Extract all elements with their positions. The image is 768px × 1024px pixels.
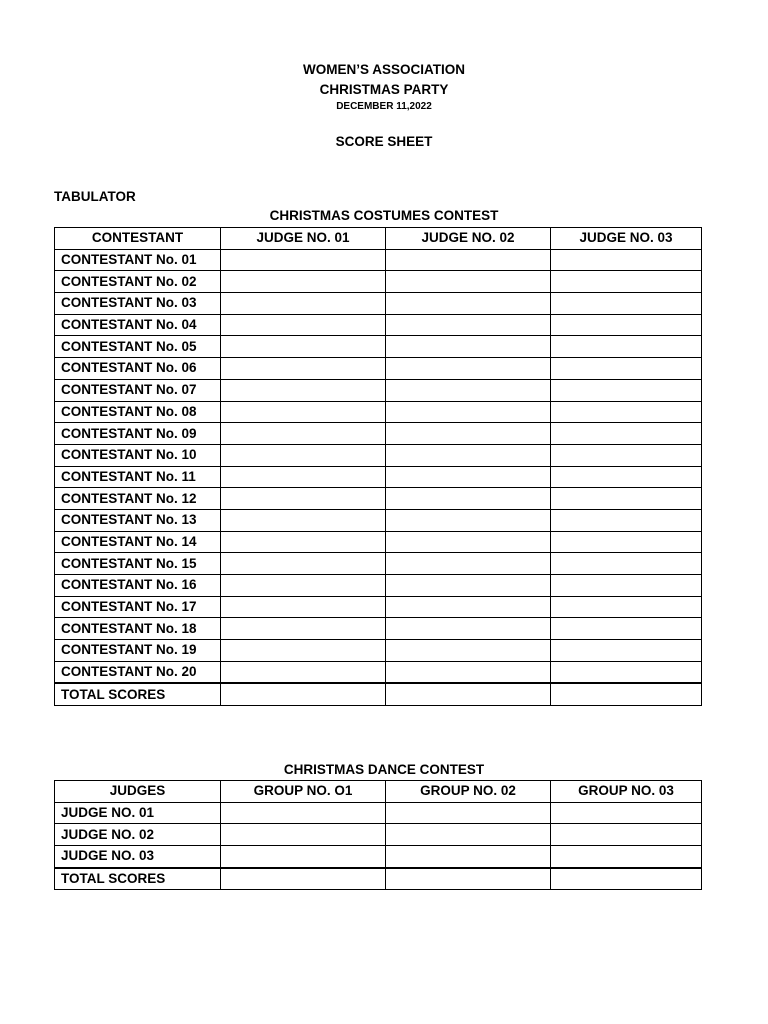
total-scores-label: TOTAL SCORES — [55, 683, 221, 705]
score-cell[interactable] — [551, 271, 702, 293]
score-cell[interactable] — [386, 423, 551, 445]
row-label: CONTESTANT No. 14 — [55, 531, 221, 553]
score-cell[interactable] — [386, 314, 551, 336]
score-cell[interactable] — [386, 444, 551, 466]
total-scores-label: TOTAL SCORES — [55, 868, 221, 890]
row-label: CONTESTANT No. 13 — [55, 509, 221, 531]
score-cell[interactable] — [551, 618, 702, 640]
score-cell[interactable] — [551, 596, 702, 618]
row-label: CONTESTANT No. 01 — [55, 249, 221, 271]
row-label: CONTESTANT No. 02 — [55, 271, 221, 293]
score-cell[interactable] — [386, 379, 551, 401]
score-cell[interactable] — [386, 553, 551, 575]
costume-contest-table — [54, 227, 702, 706]
sheet-title: SCORE SHEET — [335, 134, 433, 149]
score-cell[interactable] — [551, 824, 702, 846]
column-header: JUDGE NO. 02 — [386, 228, 551, 250]
score-cell[interactable] — [221, 596, 386, 618]
score-cell[interactable] — [551, 336, 702, 358]
event-date: DECEMBER 11,2022 — [336, 101, 432, 112]
contestant-row — [55, 293, 702, 315]
score-cell[interactable] — [221, 293, 386, 315]
column-header: JUDGE NO. 03 — [551, 228, 702, 250]
score-cell[interactable] — [551, 314, 702, 336]
contestant-row — [55, 488, 702, 510]
score-cell[interactable] — [221, 249, 386, 271]
total-scores-row — [55, 683, 702, 705]
score-cell[interactable] — [386, 640, 551, 662]
row-label: CONTESTANT No. 04 — [55, 314, 221, 336]
column-header: JUDGE NO. 01 — [221, 228, 386, 250]
row-label: CONTESTANT No. 16 — [55, 575, 221, 597]
contestant-row — [55, 314, 702, 336]
contestant-row — [55, 379, 702, 401]
score-cell[interactable] — [386, 618, 551, 640]
contestant-row — [55, 531, 702, 553]
costume-header-row — [55, 228, 702, 250]
score-cell[interactable] — [221, 401, 386, 423]
score-cell[interactable] — [221, 379, 386, 401]
total-score-cell[interactable] — [221, 683, 386, 705]
row-label: CONTESTANT No. 11 — [55, 466, 221, 488]
column-header: GROUP NO. 03 — [551, 781, 702, 803]
costume-contest-title: CHRISTMAS COSTUMES CONTEST — [269, 208, 499, 223]
contestant-row — [55, 553, 702, 575]
tabulator-label: TABULATOR — [54, 189, 136, 204]
total-score-cell[interactable] — [386, 868, 551, 890]
dance-contest-title: CHRISTMAS DANCE CONTEST — [283, 762, 485, 777]
score-cell[interactable] — [551, 401, 702, 423]
score-cell[interactable] — [221, 802, 386, 824]
contestant-row — [55, 444, 702, 466]
contestant-row — [55, 618, 702, 640]
score-cell[interactable] — [221, 824, 386, 846]
score-cell[interactable] — [386, 293, 551, 315]
score-cell[interactable] — [386, 466, 551, 488]
score-cell[interactable] — [551, 423, 702, 445]
row-label: CONTESTANT No. 07 — [55, 379, 221, 401]
score-cell[interactable] — [221, 640, 386, 662]
total-score-cell[interactable] — [551, 683, 702, 705]
score-cell[interactable] — [551, 379, 702, 401]
event-title: CHRISTMAS PARTY — [319, 82, 449, 97]
column-header: GROUP NO. O1 — [221, 781, 386, 803]
score-cell[interactable] — [221, 846, 386, 868]
row-label: CONTESTANT No. 20 — [55, 661, 221, 683]
score-cell[interactable] — [221, 336, 386, 358]
score-cell[interactable] — [386, 575, 551, 597]
contestant-row — [55, 271, 702, 293]
score-cell[interactable] — [551, 802, 702, 824]
row-label: JUDGE NO. 01 — [55, 802, 221, 824]
total-score-cell[interactable] — [221, 868, 386, 890]
score-cell[interactable] — [551, 661, 702, 683]
score-cell[interactable] — [551, 553, 702, 575]
score-cell[interactable] — [386, 531, 551, 553]
score-cell[interactable] — [551, 509, 702, 531]
column-header: JUDGES — [55, 781, 221, 803]
contestant-row — [55, 596, 702, 618]
score-cell[interactable] — [221, 661, 386, 683]
organization-title: WOMEN’S ASSOCIATION — [303, 62, 465, 77]
score-cell[interactable] — [386, 401, 551, 423]
score-cell[interactable] — [221, 488, 386, 510]
score-cell[interactable] — [221, 553, 386, 575]
score-cell[interactable] — [551, 444, 702, 466]
contestant-row — [55, 661, 702, 683]
total-score-cell[interactable] — [551, 868, 702, 890]
score-cell[interactable] — [386, 846, 551, 868]
row-label: CONTESTANT No. 15 — [55, 553, 221, 575]
score-cell[interactable] — [386, 509, 551, 531]
score-cell[interactable] — [386, 661, 551, 683]
score-cell[interactable] — [551, 249, 702, 271]
contestant-row — [55, 336, 702, 358]
score-cell[interactable] — [551, 846, 702, 868]
score-cell[interactable] — [221, 531, 386, 553]
score-cell[interactable] — [221, 444, 386, 466]
contestant-row — [55, 249, 702, 271]
score-cell[interactable] — [386, 596, 551, 618]
score-cell[interactable] — [221, 358, 386, 380]
row-label: CONTESTANT No. 10 — [55, 444, 221, 466]
score-cell[interactable] — [386, 271, 551, 293]
dance-contest-table — [54, 780, 702, 890]
row-label: CONTESTANT No. 08 — [55, 401, 221, 423]
column-header: GROUP NO. 02 — [386, 781, 551, 803]
score-cell[interactable] — [386, 824, 551, 846]
score-cell[interactable] — [551, 575, 702, 597]
row-label: CONTESTANT No. 06 — [55, 358, 221, 380]
judge-row — [55, 802, 702, 824]
row-label: JUDGE NO. 02 — [55, 824, 221, 846]
row-label: CONTESTANT No. 18 — [55, 618, 221, 640]
contestant-row — [55, 358, 702, 380]
judge-row — [55, 846, 702, 868]
score-cell[interactable] — [221, 618, 386, 640]
score-cell[interactable] — [551, 466, 702, 488]
score-cell[interactable] — [221, 423, 386, 445]
score-cell[interactable] — [386, 802, 551, 824]
row-label: CONTESTANT No. 12 — [55, 488, 221, 510]
contestant-row — [55, 466, 702, 488]
contestant-row — [55, 575, 702, 597]
score-cell[interactable] — [386, 336, 551, 358]
score-cell[interactable] — [386, 488, 551, 510]
total-scores-row — [55, 868, 702, 890]
total-score-cell[interactable] — [386, 683, 551, 705]
score-cell[interactable] — [551, 531, 702, 553]
score-cell[interactable] — [551, 358, 702, 380]
row-label: CONTESTANT No. 09 — [55, 423, 221, 445]
column-header: CONTESTANT — [55, 228, 221, 250]
row-label: CONTESTANT No. 05 — [55, 336, 221, 358]
row-label: JUDGE NO. 03 — [55, 846, 221, 868]
dance-header-row — [55, 781, 702, 803]
row-label: CONTESTANT No. 17 — [55, 596, 221, 618]
contestant-row — [55, 423, 702, 445]
score-cell[interactable] — [386, 358, 551, 380]
score-cell[interactable] — [386, 249, 551, 271]
contestant-row — [55, 401, 702, 423]
score-cell[interactable] — [551, 293, 702, 315]
score-cell[interactable] — [221, 575, 386, 597]
score-cell[interactable] — [551, 640, 702, 662]
contestant-row — [55, 640, 702, 662]
judge-row — [55, 824, 702, 846]
row-label: CONTESTANT No. 03 — [55, 293, 221, 315]
score-cell[interactable] — [221, 271, 386, 293]
score-cell[interactable] — [221, 466, 386, 488]
score-cell[interactable] — [551, 488, 702, 510]
score-cell[interactable] — [221, 314, 386, 336]
score-cell[interactable] — [221, 509, 386, 531]
row-label: CONTESTANT No. 19 — [55, 640, 221, 662]
contestant-row — [55, 509, 702, 531]
